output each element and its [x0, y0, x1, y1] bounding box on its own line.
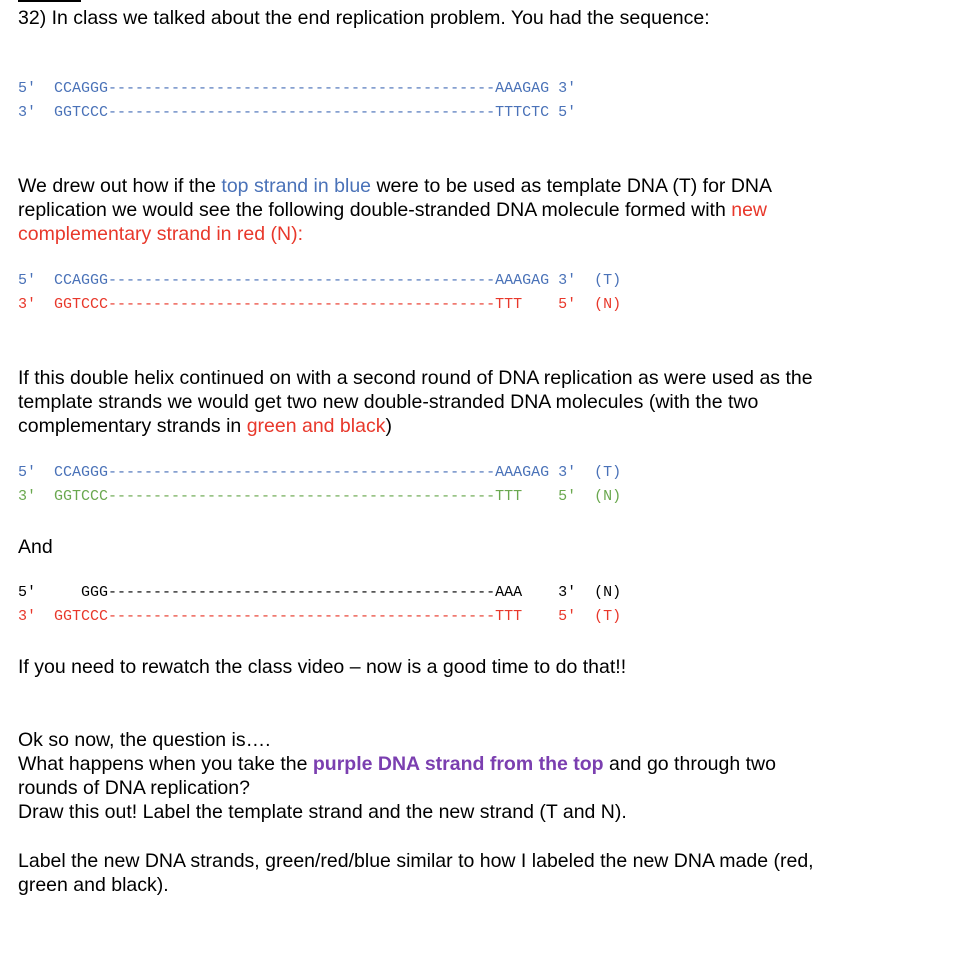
- final-line5: Label the new DNA strands, green/red/blue similar to how I labeled the new DNA made (red,: [18, 850, 814, 872]
- seq4-bottom-strand: 3′ GGTCCC-------------------------------------------TTT 5′ (T): [18, 608, 622, 625]
- seq3-top-strand: 5′ CCAGGG-------------------------------------------AAAGAG 3′ (T): [18, 464, 622, 481]
- final-text: What happens when you take the: [18, 753, 313, 775]
- final-line2: [18, 752, 776, 776]
- seq2-bottom-strand: 3′ GGTCCC-------------------------------------------TTT 5′ (N): [18, 296, 622, 313]
- final-line3: rounds of DNA replication?: [18, 777, 250, 799]
- para2-text: complementary strands in: [18, 415, 247, 437]
- question-heading: 32) In class we talked about the end replication problem. You had the sequence:: [18, 7, 710, 29]
- para1-text: replication we would see the following double-stranded DNA molecule formed with: [18, 199, 732, 221]
- seq4-top-strand: 5′ GGG-------------------------------------------AAA 3′ (N): [18, 584, 622, 601]
- final-text: and go through two: [603, 753, 776, 775]
- para2-line3: [18, 414, 392, 438]
- seq1-top-strand: 5′ CCAGGG-------------------------------------------AAAGAG 3′: [18, 80, 577, 97]
- seq2-top-strand: 5′ CCAGGG-------------------------------------------AAAGAG 3′ (T): [18, 272, 622, 289]
- para1-line2: [18, 198, 767, 222]
- seq3-bottom-strand: 3′ GGTCCC-------------------------------------------TTT 5′ (N): [18, 488, 622, 505]
- para1-line3: complementary strand in red (N):: [18, 223, 304, 245]
- green-and-black-text: green and black: [246, 415, 386, 437]
- top-rule: [18, 0, 81, 2]
- top-strand-blue-text: top strand in blue: [221, 175, 372, 197]
- para1-line1: [18, 174, 772, 198]
- new-red-text: new: [731, 199, 767, 221]
- para2-line1: If this double helix continued on with a second round of DNA replication as were used as the: [18, 367, 813, 389]
- para2-line2: template strands we would get two new double-stranded DNA molecules (with the two: [18, 391, 759, 413]
- para2-text: ): [385, 415, 392, 437]
- final-line6: green and black).: [18, 874, 169, 896]
- para1-text: We drew out how if the: [18, 175, 222, 197]
- rewatch-note: If you need to rewatch the class video – now is a good time to do that!!: [18, 656, 627, 678]
- final-line1: Ok so now, the question is….: [18, 729, 271, 751]
- purple-strand-text: purple DNA strand from the top: [312, 753, 604, 775]
- seq1-bottom-strand: 3′ GGTCCC-------------------------------------------TTTCTC 5′: [18, 104, 577, 121]
- final-line4: Draw this out! Label the template strand and the new strand (T and N).: [18, 801, 627, 823]
- and-label: And: [18, 536, 53, 558]
- para1-text: were to be used as template DNA (T) for DNA: [371, 175, 773, 197]
